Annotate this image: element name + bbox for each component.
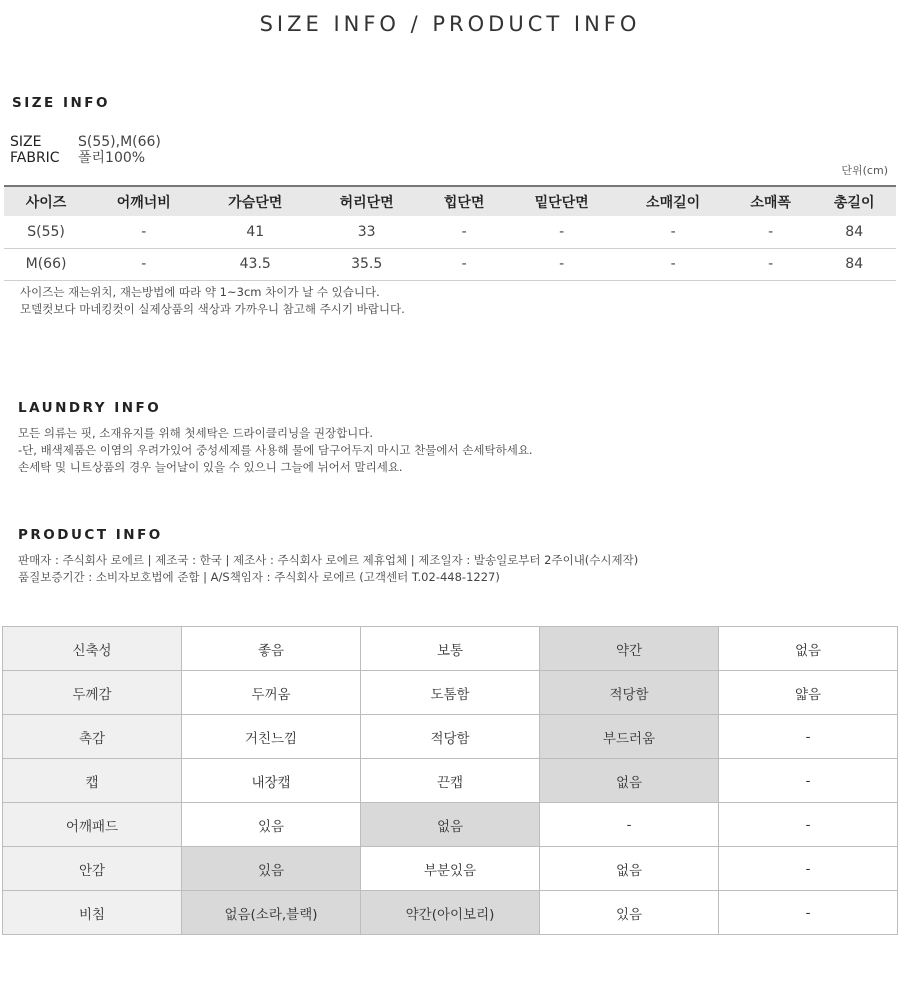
table-cell: 43.5 [200,248,311,280]
fabric-row-label: 안감 [3,847,182,891]
laundry-info-heading: LAUNDRY INFO [18,400,162,416]
fabric-option: 좋음 [182,627,361,671]
header-sleeve-width: 소매폭 [729,186,813,216]
table-cell: - [617,216,728,248]
fabric-option-selected: 없음(소라,블랙) [182,891,361,935]
fabric-row-cup [3,759,898,803]
table-cell: - [729,248,813,280]
note-line: -단, 배색제품은 이염의 우려가있어 중성세제를 사용해 물에 담구어두지 마시고 찬물에서 손세탁하세요. [18,443,533,457]
note-line: 모든 의류는 핏, 소재유지를 위해 첫세탁은 드라이클리닝을 권장합니다. [18,426,374,440]
fabric-row-see-through [3,891,898,935]
note-line: 품질보증기간 : 소비자보호법에 준함 | A/S책임자 : 주식회사 로에르 (고객센터 T.02-448-1227) [18,570,500,584]
header-waist: 허리단면 [311,186,422,216]
table-row [4,216,896,248]
fabric-option: 있음 [182,803,361,847]
size-value: S(55),M(66) [78,134,161,150]
laundry-notes [18,425,533,476]
product-info-heading: PRODUCT INFO [18,527,163,543]
header-hip: 힙단면 [422,186,506,216]
fabric-option-selected: 없음 [361,803,540,847]
fabric-option: - [719,803,898,847]
page-title: SIZE INFO / PRODUCT INFO [259,12,641,36]
size-label: SIZE [10,134,42,150]
table-cell: - [88,216,199,248]
fabric-option: 내장캡 [182,759,361,803]
fabric-option-selected: 약간 [540,627,719,671]
fabric-option: - [719,759,898,803]
size-notes [20,284,405,318]
fabric-option: 부분있음 [361,847,540,891]
table-cell: - [422,248,506,280]
note-line: 손세탁 및 니트상품의 경우 늘어날이 있을 수 있으니 그늘에 뉘어서 말리세요. [18,460,403,474]
table-cell: - [617,248,728,280]
fabric-option: 보통 [361,627,540,671]
table-cell: M(66) [4,248,88,280]
fabric-option-selected: 약간(아이보리) [361,891,540,935]
header-chest: 가슴단면 [200,186,311,216]
fabric-row-shoulder-pad [3,803,898,847]
fabric-option: - [719,891,898,935]
fabric-option: 없음 [719,627,898,671]
fabric-option: 있음 [540,891,719,935]
fabric-row-stretch [3,627,898,671]
header-total-length: 총길이 [812,186,896,216]
fabric-row-label: 비침 [3,891,182,935]
fabric-option-selected: 적당함 [540,671,719,715]
fabric-row-thickness [3,671,898,715]
fabric-option: 끈캡 [361,759,540,803]
fabric-row-label: 캡 [3,759,182,803]
fabric-row-touch [3,715,898,759]
product-notes [18,552,638,586]
table-cell: - [506,216,617,248]
size-table [4,185,896,281]
fabric-option: 없음 [540,847,719,891]
table-cell: 41 [200,216,311,248]
fabric-row-label: 신축성 [3,627,182,671]
fabric-row-label: 어깨패드 [3,803,182,847]
note-line: 사이즈는 재는위치, 재는방법에 따라 약 1~3cm 차이가 날 수 있습니다. [20,285,380,299]
fabric-spec-row [10,150,161,166]
fabric-label: FABRIC [10,150,60,166]
fabric-option: 거친느낌 [182,715,361,759]
header-hem: 밑단단면 [506,186,617,216]
fabric-option: 두꺼움 [182,671,361,715]
fabric-row-lining [3,847,898,891]
fabric-option-selected: 없음 [540,759,719,803]
fabric-option: - [540,803,719,847]
note-line: 모델컷보다 마네킹컷이 실제상품의 색상과 가까우니 참고해 주시기 바랍니다. [20,302,405,316]
header-sleeve-length: 소매길이 [617,186,728,216]
table-cell: - [506,248,617,280]
fabric-row-label: 촉감 [3,715,182,759]
table-cell: - [729,216,813,248]
unit-note: 단위(cm) [841,164,888,177]
table-cell: 84 [812,216,896,248]
fabric-option-selected: 있음 [182,847,361,891]
header-size: 사이즈 [4,186,88,216]
table-cell: 84 [812,248,896,280]
size-spec-row [10,134,161,150]
table-cell: 33 [311,216,422,248]
fabric-value: 폴리100% [78,150,146,166]
table-cell: S(55) [4,216,88,248]
fabric-option-selected: 부드러움 [540,715,719,759]
fabric-option: 얇음 [719,671,898,715]
spec-block [10,134,161,166]
fabric-option: 도톰함 [361,671,540,715]
fabric-table [2,626,898,935]
fabric-row-label: 두께감 [3,671,182,715]
size-info-heading: SIZE INFO [12,95,110,111]
table-row [4,248,896,280]
table-cell: - [88,248,199,280]
table-cell: 35.5 [311,248,422,280]
fabric-option: - [719,715,898,759]
fabric-option: - [719,847,898,891]
fabric-option: 적당함 [361,715,540,759]
size-table-header-row [4,186,896,216]
note-line: 판매자 : 주식회사 로에르 | 제조국 : 한국 | 제조사 : 주식회사 로에르 제휴업체 | 제조일자 : 발송일로부터 2주이내(수시제작) [18,553,639,567]
header-shoulder: 어깨너비 [88,186,199,216]
table-cell: - [422,216,506,248]
